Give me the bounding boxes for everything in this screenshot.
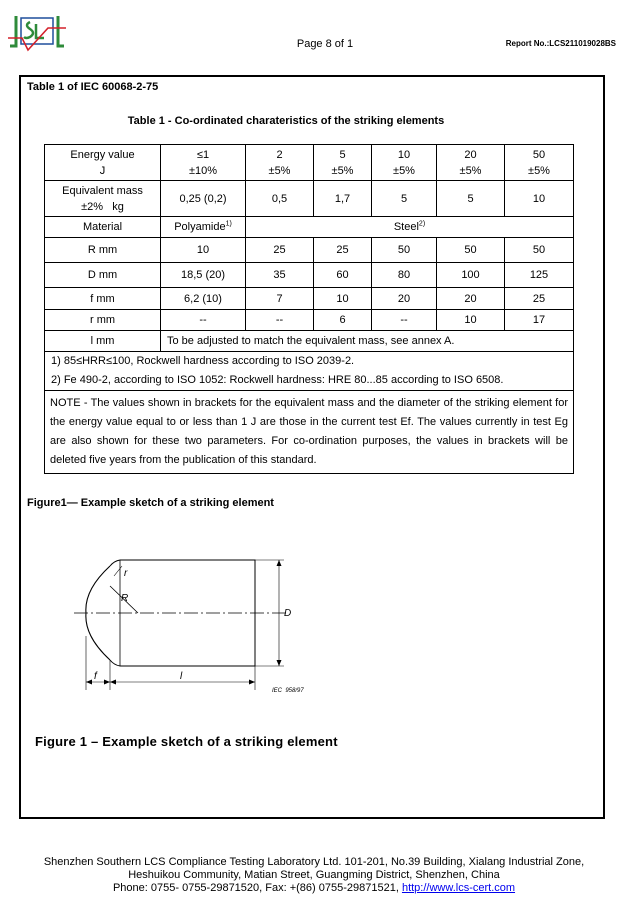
table-row <box>45 391 574 474</box>
energy-cell: ≤1 ±10% <box>161 145 246 181</box>
table-row <box>45 331 574 352</box>
table-row <box>45 263 574 288</box>
mass-cell: 5 <box>372 181 437 217</box>
figure-caption: Figure1— Example sketch of a striking element <box>27 497 274 509</box>
value-cell: 7 <box>246 288 314 310</box>
row-label: l mm <box>45 331 161 352</box>
l-value-cell: To be adjusted to match the equivalent mass, see annex A. <box>161 331 574 352</box>
energy-cell: 10 ±5% <box>372 145 437 181</box>
website-link[interactable]: http://www.lcs-cert.com <box>401 882 516 894</box>
value-cell: 35 <box>246 263 314 288</box>
value-cell: 80 <box>372 263 437 288</box>
table-caption: Table 1 of IEC 60068-2-75 <box>27 81 159 93</box>
material-steel-cell: Steel$^{2)}$ <box>246 217 574 238</box>
mass-cell: 5 <box>437 181 505 217</box>
value-cell: 10 <box>314 288 372 310</box>
value-cell: 6 <box>314 310 372 331</box>
value-cell: 25 <box>246 238 314 263</box>
value-cell: 17 <box>505 310 574 331</box>
footnote-1: 1) 85≤HRR≤100, Rockwell hardness according to ISO 2039-2. <box>51 355 355 367</box>
value-cell: -- <box>161 310 246 331</box>
energy-cell: 2 ±5% <box>246 145 314 181</box>
value-cell: 20 <box>372 288 437 310</box>
page-number: Page 8 of 1 <box>296 38 354 50</box>
value-cell: 18,5 (20) <box>161 263 246 288</box>
row-label: R mm <box>45 238 161 263</box>
figure-title: Figure 1 – Example sketch of a striking element <box>35 734 338 749</box>
value-cell: 50 <box>437 238 505 263</box>
footnote-2: 2) Fe 490-2, according to ISO 1052: Rockwell hardness: HRE 80...85 according to ISO 6508. <box>51 374 504 386</box>
label-l: l <box>180 671 183 682</box>
material-polyamide-cell: Polyamide$^{1)}$ <box>161 217 246 238</box>
energy-cell: 20 ±5% <box>437 145 505 181</box>
label-f: f <box>94 671 97 682</box>
value-cell: 50 <box>372 238 437 263</box>
table-row <box>45 352 574 391</box>
material-label-cell: Material <box>45 217 161 238</box>
footer-address-line-2: Heshuikou Community, Matian Street, Guangming District, Shenzhen, China <box>128 869 500 881</box>
table-row <box>45 145 574 181</box>
energy-cell: 50 ±5% <box>505 145 574 181</box>
footer-address-line-1: Shenzhen Southern LCS Compliance Testing Laboratory Ltd. 101-201, No.39 Building, Xialang Industrial Zone, <box>43 856 585 868</box>
value-cell: 20 <box>437 288 505 310</box>
mass-cell: 10 <box>505 181 574 217</box>
table-row <box>45 238 574 263</box>
value-cell: 10 <box>437 310 505 331</box>
footer-contact-line: Phone: 0755- 0755-29871520, Fax: +(86) 0755-29871521, http://www.lcs-cert.com <box>112 882 516 894</box>
value-cell: -- <box>372 310 437 331</box>
row-label: r mm <box>45 310 161 331</box>
mass-label-cell: Equivalent mass ±2% kg <box>45 181 161 217</box>
label-r: r <box>124 568 128 579</box>
value-cell: 10 <box>161 238 246 263</box>
striking-element-sketch <box>28 530 374 762</box>
value-cell: 50 <box>505 238 574 263</box>
mass-cell: 1,7 <box>314 181 372 217</box>
footer <box>0 856 628 895</box>
value-cell: 125 <box>505 263 574 288</box>
label-big-r: R <box>121 593 129 604</box>
table-title: Table 1 - Co-ordinated charateristics of the striking elements <box>127 115 445 127</box>
report-number: Report No.:LCS211019028BS <box>505 39 616 48</box>
striking-elements-table <box>44 144 574 474</box>
iec-reference: IEC 958/97 <box>272 688 304 694</box>
label-d: D <box>284 608 292 619</box>
row-label: D mm <box>45 263 161 288</box>
table-row <box>45 181 574 217</box>
footnotes-cell <box>45 352 574 391</box>
table-row <box>45 310 574 331</box>
note-cell: NOTE - The values shown in brackets for the equivalent mass and the diameter of the striking element for the energy value equal to or less than 1 J are those in the current test Ef. The values currently in test Eg are also shown for these two parameters. For co-ordination purposes, the values in brackets will be deleted five years from the publication of this standard. <box>45 391 574 474</box>
value-cell: -- <box>246 310 314 331</box>
row-label: f mm <box>45 288 161 310</box>
value-cell: 60 <box>314 263 372 288</box>
table-row <box>45 288 574 310</box>
value-cell: 25 <box>505 288 574 310</box>
value-cell: 100 <box>437 263 505 288</box>
table-row <box>45 217 574 238</box>
mass-cell: 0,5 <box>246 181 314 217</box>
value-cell: 6,2 (10) <box>161 288 246 310</box>
value-cell: 25 <box>314 238 372 263</box>
lcs-logo <box>8 10 66 56</box>
mass-cell: 0,25 (0,2) <box>161 181 246 217</box>
energy-cell: 5 ±5% <box>314 145 372 181</box>
energy-label-cell: Energy value J <box>45 145 161 181</box>
